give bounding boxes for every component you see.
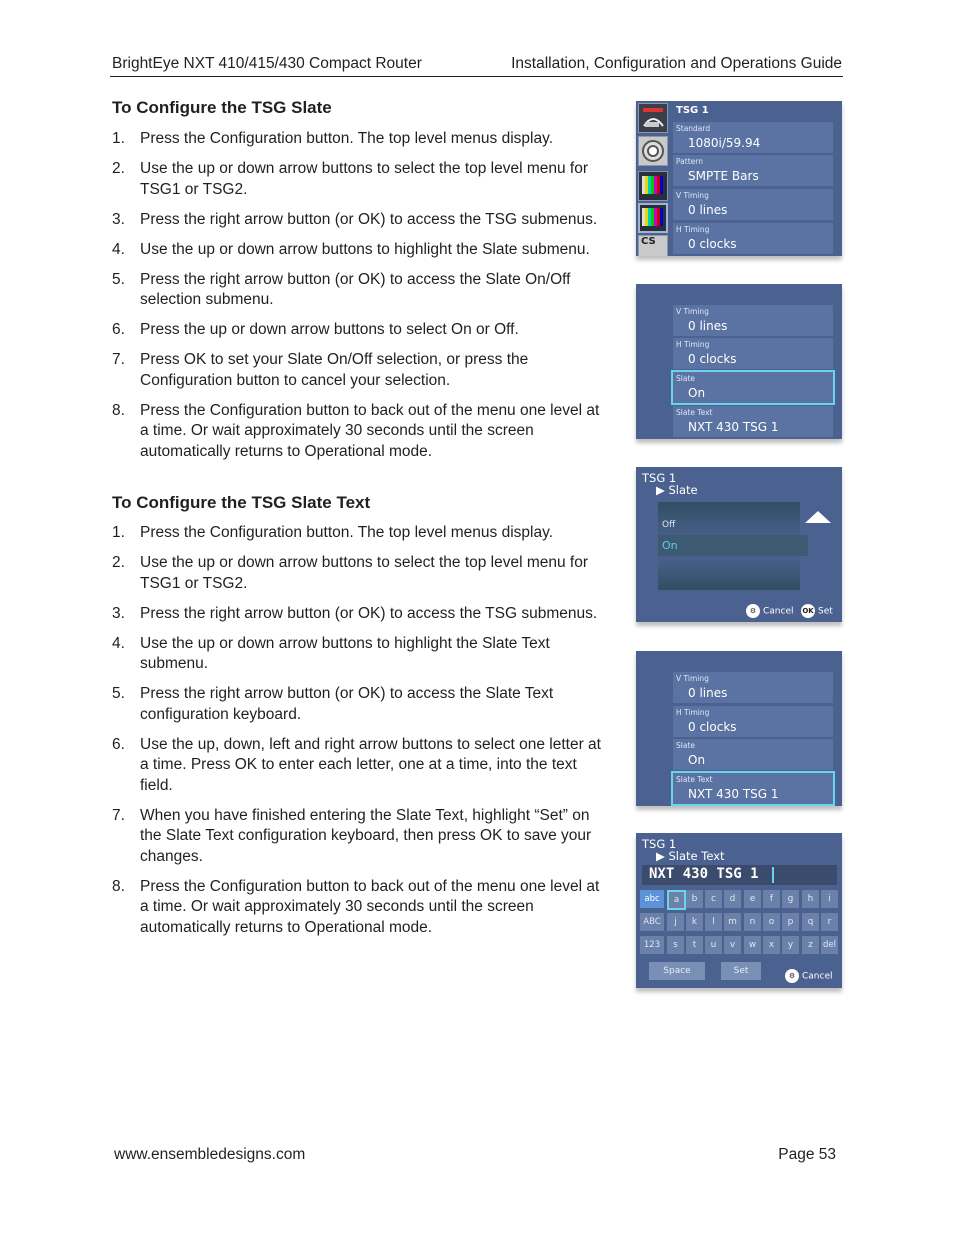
key-b[interactable]: b <box>686 890 703 908</box>
key-k[interactable]: k <box>686 913 703 931</box>
mode-uppercase-key[interactable]: ABC <box>640 913 664 931</box>
key-l[interactable]: l <box>705 913 722 931</box>
menu-row-v-timing[interactable]: V Timing 0 lines <box>673 672 833 703</box>
key-i[interactable]: i <box>821 890 838 908</box>
space-button[interactable]: Space <box>649 962 705 980</box>
list-item: 5. Press the right arrow button (or OK) to access the Slate On/Off selection submenu. <box>112 270 571 308</box>
header-rule <box>110 76 843 77</box>
list-item: 4. Use the up or down arrow buttons to highlight the Slate Text submenu. <box>112 634 550 672</box>
key-o[interactable]: o <box>763 913 780 931</box>
page-number: Page 53 <box>778 1146 836 1163</box>
screen-subtitle: ▶ Slate Text <box>656 849 725 863</box>
menu-row-h-timing[interactable]: H Timing 0 clocks <box>673 706 833 737</box>
ok-icon: OK <box>801 604 815 618</box>
key-t[interactable]: t <box>686 936 703 954</box>
list-item: 6. Use the up, down, left and right arrow buttons to select one letter at a time. Press OK to enter each letter, one at a time, into the text field. <box>112 735 601 794</box>
menu-row-pattern[interactable]: Pattern SMPTE Bars <box>673 155 833 186</box>
gear-icon: ⚙ <box>746 604 760 618</box>
mode-lowercase-key[interactable]: abc <box>640 890 664 908</box>
key-r[interactable]: r <box>821 913 838 931</box>
list-item: 7. Press OK to set your Slate On/Off selection, or press the Configuration button to cancel your selection. <box>112 351 529 389</box>
list-item: 3. Press the right arrow button (or OK) to access the TSG submenus. <box>112 210 598 228</box>
option-on[interactable]: On <box>662 539 678 552</box>
running-header-right: Installation, Configuration and Operations Guide <box>511 55 842 72</box>
menu-row-standard[interactable]: Standard 1080i/59.94 <box>673 122 833 153</box>
screen-title: TSG 1 <box>676 105 709 116</box>
reference-icon[interactable] <box>638 136 668 166</box>
list-item: 5. Press the right arrow button (or OK) to access the Slate Text configuration keyboard. <box>112 685 554 723</box>
key-q[interactable]: q <box>802 913 819 931</box>
section-heading-tsg-slate: To Configure the TSG Slate <box>112 98 332 117</box>
screen-title: TSG 1 <box>642 471 677 485</box>
screen-subtitle: ▶ Slate <box>656 483 698 497</box>
option-on-highlight <box>658 535 808 556</box>
key-g[interactable]: g <box>782 890 799 908</box>
list-item: 4. Use the up or down arrow buttons to highlight the Slate submenu. <box>112 240 590 258</box>
running-header-left: BrightEye NXT 410/415/430 Compact Router <box>112 55 422 72</box>
key-s[interactable]: s <box>667 936 684 954</box>
key-c[interactable]: c <box>705 890 722 908</box>
menu-row-slate[interactable]: Slate On <box>671 370 835 405</box>
list-item: 2. Use the up or down arrow buttons to select the top level menu for TSG1 or TSG2. <box>112 160 589 198</box>
key-w[interactable]: w <box>744 936 761 954</box>
scroll-up-arrow-icon[interactable] <box>804 510 832 524</box>
cs-icon[interactable]: CS <box>638 235 668 256</box>
list-item: 6. Press the up or down arrow buttons to select On or Off. <box>112 321 519 338</box>
footer-url: www.ensembledesigns.com <box>114 1146 306 1163</box>
color-bars-icon[interactable] <box>638 203 668 233</box>
key-delete[interactable]: del <box>821 936 838 954</box>
key-a[interactable]: a <box>667 890 686 910</box>
list-item: 1. Press the Configuration button. The top level menus display. <box>112 524 553 541</box>
cancel-button[interactable]: ⚙ Cancel <box>746 604 794 618</box>
screen-tsg1-menu <box>636 101 842 256</box>
list-item: 7. When you have finished entering the Slate Text, highlight “Set” on the Slate Text configuration keyboard, then press OK to save your changes. <box>112 806 592 865</box>
screen-slate-selection <box>636 467 842 622</box>
key-m[interactable]: m <box>724 913 741 931</box>
key-d[interactable]: d <box>724 890 741 908</box>
screen-slate-text-highlight <box>636 651 842 806</box>
list-item: 3. Press the right arrow button (or OK) to access the TSG submenus. <box>112 604 598 622</box>
key-h[interactable]: h <box>802 890 819 908</box>
key-x[interactable]: x <box>763 936 780 954</box>
list-item: 8. Press the Configuration button to back out of the menu one level at a time. Or wait approximately 30 seconds until the screen automatically returns to Operational mode. <box>112 401 600 460</box>
key-e[interactable]: e <box>744 890 761 908</box>
screen-slate-text-keyboard <box>636 833 842 988</box>
menu-row-h-timing[interactable]: H Timing 0 clocks <box>673 223 833 254</box>
key-f[interactable]: f <box>763 890 780 908</box>
gear-icon: ⚙ <box>785 969 799 983</box>
screen-slate-highlight <box>636 284 842 439</box>
menu-row-v-timing[interactable]: V Timing 0 lines <box>673 189 833 220</box>
cancel-button[interactable]: ⚙ Cancel <box>785 969 833 983</box>
menu-row-slate-text[interactable]: Slate Text NXT 430 TSG 1 <box>671 771 835 806</box>
key-z[interactable]: z <box>802 936 819 954</box>
section-heading-tsg-slate-text: To Configure the TSG Slate Text <box>112 493 371 512</box>
option-off[interactable]: Off <box>662 520 676 530</box>
steps-list-tsg-slate-text <box>112 523 612 948</box>
list-item: 1. Press the Configuration button. The top level menus display. <box>112 130 553 147</box>
key-n[interactable]: n <box>744 913 761 931</box>
menu-row-slate-text[interactable]: Slate Text NXT 430 TSG 1 <box>673 406 833 437</box>
mode-numeric-key[interactable]: 123 <box>640 936 664 954</box>
color-bars-icon[interactable] <box>638 171 668 201</box>
list-item: 2. Use the up or down arrow buttons to select the top level menu for TSG1 or TSG2. <box>112 554 589 592</box>
menu-row-v-timing[interactable]: V Timing 0 lines <box>673 305 833 336</box>
menu-row-slate[interactable]: Slate On <box>673 739 833 770</box>
key-j[interactable]: j <box>667 913 684 931</box>
key-p[interactable]: p <box>782 913 799 931</box>
gauge-icon[interactable] <box>638 103 668 133</box>
slate-text-input[interactable]: NXT 430 TSG 1 <box>642 865 837 885</box>
screen-title: TSG 1 <box>642 837 677 851</box>
key-y[interactable]: y <box>782 936 799 954</box>
key-v[interactable]: v <box>724 936 741 954</box>
menu-row-h-timing[interactable]: H Timing 0 clocks <box>673 338 833 369</box>
steps-list-tsg-slate <box>112 129 612 472</box>
set-button[interactable]: OK Set <box>801 604 833 618</box>
text-cursor <box>772 867 774 883</box>
set-button[interactable]: Set <box>721 962 761 980</box>
list-item: 8. Press the Configuration button to back out of the menu one level at a time. Or wait approximately 30 seconds until the screen automatically returns to Operational mode. <box>112 877 600 936</box>
key-u[interactable]: u <box>705 936 722 954</box>
